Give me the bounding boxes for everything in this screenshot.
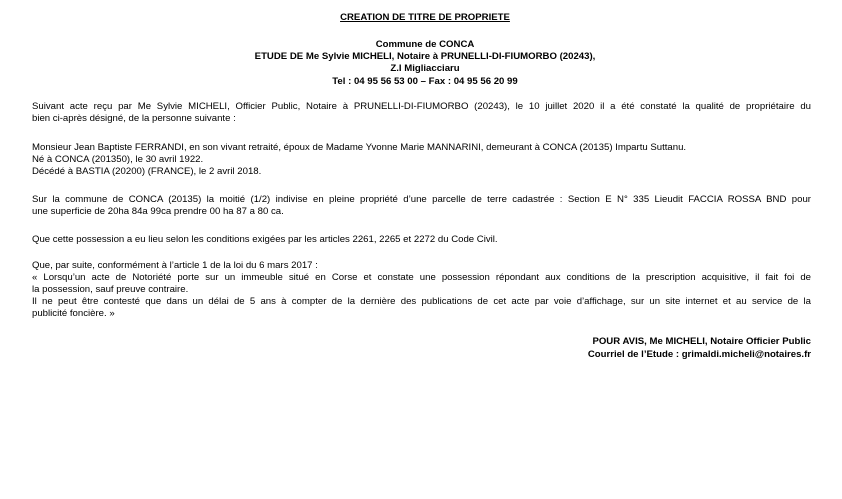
signature-line: POUR AVIS, Me MICHELI, Notaire Officier Public — [592, 336, 811, 347]
paragraph-line: Il ne peut être contesté que dans un délai de 5 ans à compter de la dernière des publications de cet acte par voie d’affichage, sur un site internet et au service de la — [32, 296, 811, 307]
signature-email: Courriel de l’Etude : grimaldi.micheli@notaires.fr — [587, 349, 811, 360]
address: Z.I Migliacciaru — [390, 63, 460, 74]
paragraph-line: la possession, sauf preuve contraire. — [32, 284, 189, 295]
paragraph-line: Décédé à BASTIA (20200) (FRANCE), le 2 avril 2018. — [32, 166, 262, 177]
paragraph-line: Sur la commune de CONCA (20135) la moitié (1/2) indivise en pleine propriété d’une parcelle de terre cadastrée : Section E N° 335 Lieudit FACCIA ROSSA BND pour — [32, 194, 811, 205]
paragraph-line: Né à CONCA (201350), le 30 avril 1922. — [32, 154, 204, 165]
paragraph-line: Monsieur Jean Baptiste FERRANDI, en son vivant retraité, époux de Madame Yvonne Marie MANNARINI, demeurant à CONCA (20135) Impartu Suttanu. — [32, 142, 687, 153]
contact: Tel : 04 95 56 53 00 – Fax : 04 95 56 20 99 — [332, 76, 518, 87]
paragraph-line: Que, par suite, conformément à l’article 1 de la loi du 6 mars 2017 : — [32, 260, 318, 271]
document-title: CREATION DE TITRE DE PROPRIETE — [340, 12, 510, 23]
paragraph-line: Que cette possession a eu lieu selon les conditions exigées par les articles 2261, 2265 et 2272 du Code Civil. — [32, 234, 498, 245]
commune: Commune de CONCA — [375, 39, 475, 50]
paragraph-line: Suivant acte reçu par Me Sylvie MICHELI, Officier Public, Notaire à PRUNELLI-DI-FIUMORBO (20243), le 10 juillet 2020 il a été constaté la qualité de propriétaire du — [32, 101, 811, 112]
paragraph-line: une superficie de 20ha 84a 99ca prendre 00 ha 87 a 80 ca. — [32, 206, 284, 217]
etude: ETUDE DE Me Sylvie MICHELI, Notaire à PRUNELLI-DI-FIUMORBO (20243), — [254, 51, 596, 62]
paragraph-line: publicité foncière. » — [32, 308, 115, 319]
paragraph-line: « Lorsqu’un acte de Notoriété porte sur un immeuble situé en Corse et constate une possession répondant aux conditions de la prescription acquisitive, il fait foi de — [32, 272, 811, 283]
paragraph-line: bien ci-après désigné, de la personne suivante : — [32, 113, 236, 124]
